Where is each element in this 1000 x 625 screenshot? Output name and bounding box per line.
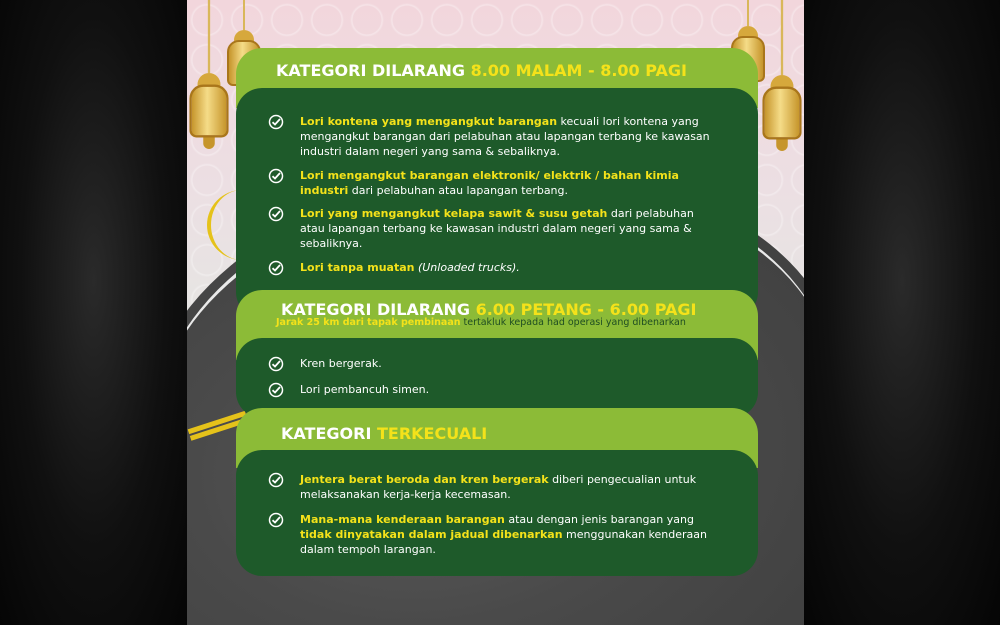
check-circle-icon: [268, 206, 284, 222]
section-panel: Lori kontena yang mengangkut barangan kecuali lori kontena yang mengangkut barangan dari pelabuhan atau lapangan terbang ke kawasan industri dalam negeri yang sama & sebaliknya. Lori mengangkut barangan elektronik/ elektrik / bahan kimia industri dari pelabuhan atau lapangan terbang. Lori yang mengangkut kelapa sawit & susu getah dari pelabuhan atau lapangan terbang ke kawasan industri dalam negeri yang sama & sebaliknya. Lori tanpa muatan (Unloaded trucks).: [236, 88, 758, 318]
section-night-ban: [236, 48, 758, 310]
section-panel: Jentera berat beroda dan kren bergerak diberi pengecualian untuk melaksanakan kerja-kerja kecemasan. Mana-mana kenderaan barangan atau dengan jenis barangan yang tidak dinyatakan dalam jadual dibenarkan menggunakan kenderaan dalam tempoh larangan.: [236, 450, 758, 576]
check-circle-icon: [268, 356, 284, 372]
section-exempted: [236, 408, 758, 578]
check-circle-icon: [268, 260, 284, 276]
check-circle-icon: [268, 168, 284, 184]
blurred-background-right: [804, 0, 1000, 625]
lantern-icon: [762, 75, 801, 151]
section-subtitle: Jarak 25 km dari tapak pembinaan tertakluk kepada had operasi yang dibenarkan: [276, 317, 686, 328]
section-evening-ban: [236, 290, 758, 415]
lantern-icon: [189, 73, 228, 149]
section-panel: Kren bergerak. Lori pembancuh simen.: [236, 338, 758, 418]
check-circle-icon: [268, 382, 284, 398]
check-circle-icon: [268, 512, 284, 528]
section-title: KATEGORI DILARANG 8.00 MALAM - 8.00 PAGI: [276, 61, 687, 80]
section-title: KATEGORI TERKECUALI: [281, 424, 488, 443]
check-circle-icon: [268, 472, 284, 488]
check-circle-icon: [268, 114, 284, 130]
section-title: KATEGORI DILARANG 6.00 PETANG - 6.00 PAGI: [281, 300, 697, 319]
blurred-background-left: [0, 0, 187, 625]
